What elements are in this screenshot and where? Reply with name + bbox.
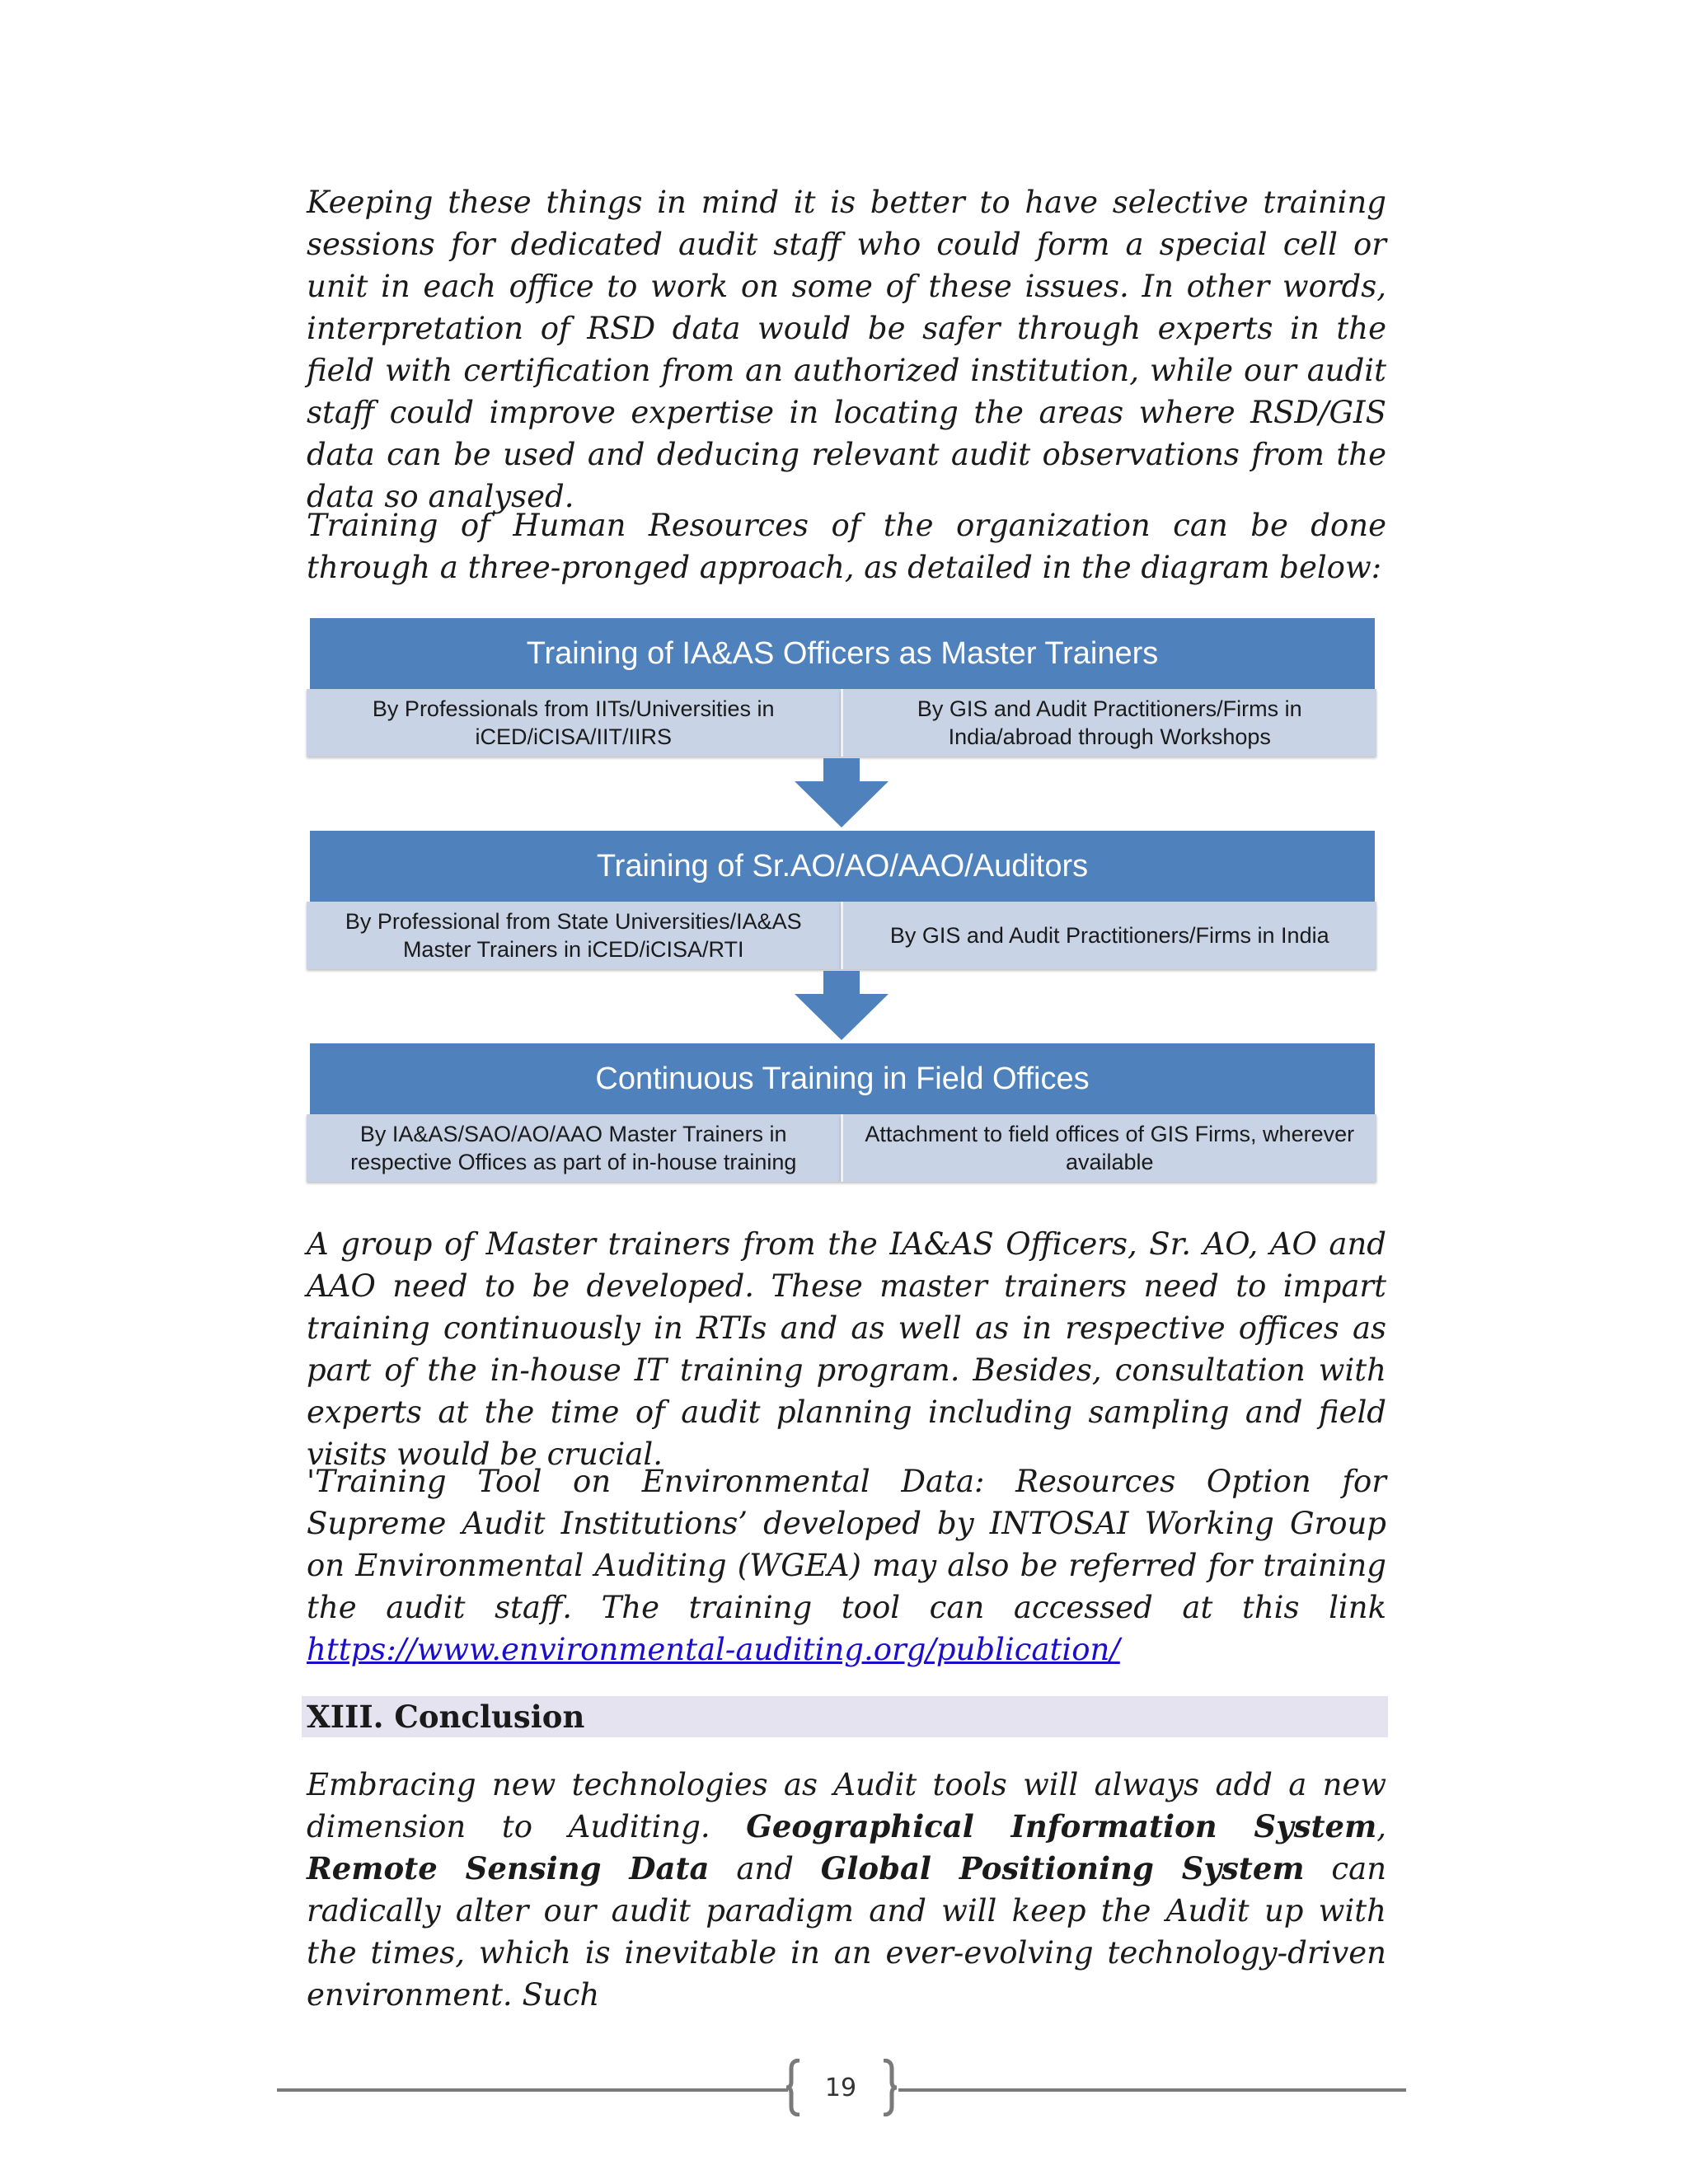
term-gis: Geographical Information System (746, 1808, 1377, 1844)
paragraph-wgea-tool (307, 1460, 1386, 1671)
tier-title: Training of IA&AS Officers as Master Trainers (310, 618, 1375, 689)
paragraph-rsd-training: Keeping these things in mind it is better to have selective training sessions for dedicated audit staff who could form a special cell or unit in each office to work on some of these issues. In other words, interpretation of RSD data would be safer through experts in the field with certification from an authorized institution, while our audit staff could improve expertise in locating the areas where RSD/GIS data can be used and deducing relevant audit observations from the data so analysed. (307, 185, 1386, 514)
tier-title: Continuous Training in Field Offices (310, 1043, 1375, 1114)
tier-title: Training of Sr.AO/AO/AAO/Auditors (310, 831, 1375, 902)
left-brace-icon (785, 2059, 803, 2116)
tier-method-left: By Professionals from IITs/Universities in iCED/iCISA/IIT/IIRS (307, 689, 841, 757)
paragraph-three-pronged: Training of Human Resources of the organization can be done through a three-pronged approach, as detailed in the diagram below: (307, 508, 1386, 585)
tier-method-right: By GIS and Audit Practitioners/Firms in India (841, 902, 1377, 969)
paragraph-conclusion (307, 1764, 1386, 2016)
separator: , (1376, 1809, 1386, 1844)
tier-method-right: By GIS and Audit Practitioners/Firms in India/abroad through Workshops (841, 689, 1377, 757)
paragraph-master-trainers: A group of Master trainers from the IA&AS Officers, Sr. AO, AO and AAO need to be developed. These master trainers need to impart training continuously in RTIs and as well as in respective offices as part of the in-house IT training program. Besides, consultation with experts at the time of audit planning including sampling and field visits would be crucial. (307, 1226, 1386, 1472)
conjunction: and (736, 1851, 794, 1886)
down-arrow-icon (790, 971, 893, 1042)
tier-method-right: Attachment to field offices of GIS Firms, wherever available (841, 1114, 1377, 1182)
training-diagram (307, 618, 1376, 1183)
tier-method-left: By Professional from State Universities/IA&AS Master Trainers in iCED/iCISA/RTI (307, 902, 841, 969)
term-gps: Global Positioning System (820, 1850, 1305, 1886)
conclusion-intro: Embracing new technologies as Audit tools will always add a new dimension to Auditing. (307, 1767, 1386, 1844)
footer-rule-right (898, 2088, 1406, 2092)
right-brace-icon (880, 2059, 898, 2116)
section-heading-conclusion: XIII. Conclusion (307, 1699, 585, 1735)
term-remote-sensing: Remote Sensing Data (307, 1850, 710, 1886)
footer-rule-left (277, 2088, 788, 2092)
tier-method-left: By IA&AS/SAO/AO/AAO Master Trainers in respective Offices as part of in-house training (307, 1114, 841, 1182)
wgea-publication-link[interactable]: https://www.environmental-auditing.org/publication/ (307, 1632, 1120, 1667)
page-number: 19 (824, 2074, 857, 2102)
down-arrow-icon (790, 758, 893, 829)
conclusion-rest: can radically alter our audit paradigm and will keep the Audit up with the times, which is inevitable in an ever-evolving technology-driven environment. Such (307, 1851, 1387, 2013)
paragraph-text: 'Training Tool on Environmental Data: Resources Option for Supreme Audit Institutions’ developed by INTOSAI Working Group on Environmental Auditing (WGEA) may also be referred for training the audit staff. The training tool can accessed at this link (307, 1464, 1386, 1625)
